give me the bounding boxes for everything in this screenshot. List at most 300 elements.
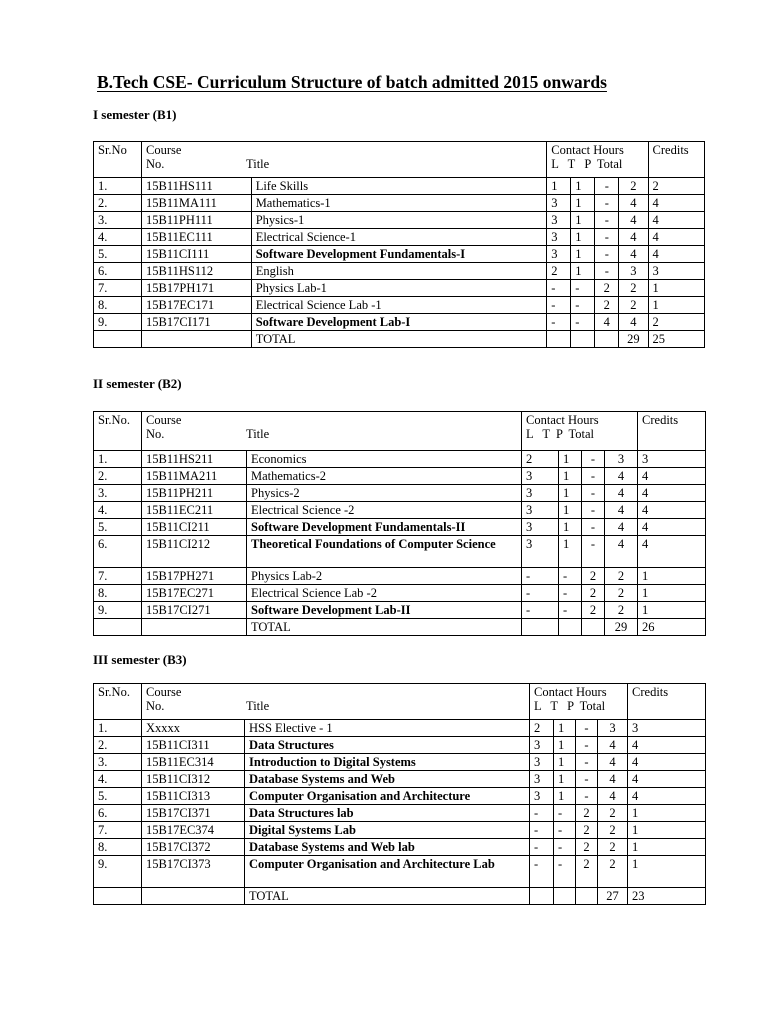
total-label-cell: TOTAL: [245, 888, 530, 905]
sr-no-cell: 3.: [94, 485, 142, 502]
course-row: [94, 246, 705, 263]
practical-hours-cell: -: [576, 720, 598, 737]
tutorial-hours-cell: -: [554, 856, 576, 888]
course-title-cell: Mathematics-2: [247, 468, 522, 485]
course-row: [94, 280, 705, 297]
lecture-hours-cell: 2: [522, 451, 559, 468]
header-srno: Sr.No.: [94, 684, 142, 720]
total-empty-p: [595, 331, 619, 348]
course-row: [94, 788, 706, 805]
credits-cell: 4: [638, 502, 706, 519]
credits-cell: 4: [648, 212, 704, 229]
header-no-title: [146, 157, 542, 171]
header-contact-label: Contact Hours: [526, 413, 599, 427]
sr-no-cell: 6.: [94, 805, 142, 822]
total-credits-sum: 26: [638, 619, 706, 636]
tutorial-hours-cell: 1: [554, 754, 576, 771]
course-code-cell: 15B11CI211: [142, 519, 247, 536]
credits-cell: 1: [628, 856, 706, 888]
sr-no-cell: 6.: [94, 536, 142, 568]
course-title-cell: Data Structures lab: [245, 805, 530, 822]
header-course-label: Course: [146, 413, 182, 427]
sr-no-cell: 8.: [94, 839, 142, 856]
total-hours-cell: 2: [619, 280, 648, 297]
lecture-hours-cell: 3: [547, 212, 571, 229]
credits-cell: 3: [648, 263, 704, 280]
course-row: [94, 737, 706, 754]
sr-no-cell: 6.: [94, 263, 142, 280]
course-row: [94, 314, 705, 331]
tutorial-hours-cell: -: [554, 822, 576, 839]
practical-hours-cell: -: [576, 771, 598, 788]
tutorial-hours-cell: 1: [559, 468, 582, 485]
header-row: [94, 412, 706, 451]
total-empty-l: [530, 888, 554, 905]
practical-hours-cell: -: [595, 229, 619, 246]
lecture-hours-cell: 3: [530, 771, 554, 788]
credits-cell: 4: [648, 195, 704, 212]
course-row: [94, 485, 706, 502]
tutorial-hours-cell: -: [559, 568, 582, 585]
total-empty-p: [576, 888, 598, 905]
course-code-cell: 15B17CI171: [142, 314, 252, 331]
sr-no-cell: 5.: [94, 788, 142, 805]
credits-cell: 4: [648, 229, 704, 246]
course-title-cell: Life Skills: [251, 178, 547, 195]
course-title-cell: Physics-2: [247, 485, 522, 502]
tutorial-hours-cell: -: [571, 297, 595, 314]
course-title-cell: Theoretical Foundations of Computer Science: [247, 536, 522, 568]
course-row: [94, 585, 706, 602]
course-row: [94, 519, 706, 536]
course-title-cell: Physics Lab-2: [247, 568, 522, 585]
course-code-cell: 15B17EC374: [142, 822, 245, 839]
header-no: No.: [146, 699, 165, 713]
course-code-cell: 15B11HS112: [142, 263, 252, 280]
credits-cell: 1: [648, 297, 704, 314]
sr-no-cell: 4.: [94, 229, 142, 246]
course-code-cell: 15B11PH111: [142, 212, 252, 229]
credits-cell: 1: [638, 602, 706, 619]
total-hours-cell: 4: [605, 519, 638, 536]
course-code-cell: 15B11CI311: [142, 737, 245, 754]
credits-cell: 4: [648, 246, 704, 263]
credits-cell: 4: [628, 737, 706, 754]
total-empty-t: [554, 888, 576, 905]
lecture-hours-cell: -: [530, 805, 554, 822]
total-hours-cell: 4: [619, 229, 648, 246]
credits-cell: 3: [628, 720, 706, 737]
total-empty-sr: [94, 331, 142, 348]
practical-hours-cell: -: [595, 263, 619, 280]
tutorial-hours-cell: 1: [554, 771, 576, 788]
lecture-hours-cell: -: [547, 297, 571, 314]
course-title-cell: Economics: [247, 451, 522, 468]
sr-no-cell: 9.: [94, 602, 142, 619]
header-title: Title: [246, 699, 270, 713]
lecture-hours-cell: -: [530, 856, 554, 888]
lecture-hours-cell: 3: [547, 195, 571, 212]
header-credits: Credits: [628, 684, 706, 720]
total-empty-p: [582, 619, 605, 636]
lecture-hours-cell: -: [530, 822, 554, 839]
total-hours-sum: 27: [598, 888, 628, 905]
header-srno: Sr.No: [94, 142, 142, 178]
header-row: [94, 684, 706, 720]
credits-cell: 1: [628, 805, 706, 822]
practical-hours-cell: -: [595, 212, 619, 229]
course-title-cell: Physics Lab-1: [251, 280, 547, 297]
course-row: [94, 822, 706, 839]
practical-hours-cell: 2: [582, 602, 605, 619]
tutorial-hours-cell: 1: [559, 451, 582, 468]
course-row: [94, 297, 705, 314]
tutorial-hours-cell: 1: [571, 263, 595, 280]
course-code-cell: 15B11CI111: [142, 246, 252, 263]
header-ltp: L T P Total: [534, 699, 606, 713]
total-empty-sr: [94, 619, 142, 636]
tutorial-hours-cell: 1: [554, 720, 576, 737]
practical-hours-cell: -: [582, 468, 605, 485]
tutorial-hours-cell: -: [554, 839, 576, 856]
course-title-cell: Database Systems and Web: [245, 771, 530, 788]
header-title: Title: [246, 427, 270, 441]
total-hours-cell: 4: [605, 536, 638, 568]
total-hours-cell: 4: [619, 195, 648, 212]
course-title-cell: Database Systems and Web lab: [245, 839, 530, 856]
total-hours-cell: 4: [605, 485, 638, 502]
tutorial-hours-cell: 1: [571, 195, 595, 212]
course-row: [94, 195, 705, 212]
practical-hours-cell: 2: [595, 297, 619, 314]
total-empty-l: [522, 619, 559, 636]
total-hours-sum: 29: [605, 619, 638, 636]
lecture-hours-cell: 2: [530, 720, 554, 737]
course-row: [94, 771, 706, 788]
semester-3-table: [93, 683, 706, 905]
practical-hours-cell: -: [582, 536, 605, 568]
credits-cell: 4: [628, 788, 706, 805]
course-code-cell: 15B17PH271: [142, 568, 247, 585]
lecture-hours-cell: -: [547, 280, 571, 297]
lecture-hours-cell: 3: [522, 485, 559, 502]
practical-hours-cell: -: [595, 178, 619, 195]
credits-cell: 4: [638, 536, 706, 568]
course-title-cell: Digital Systems Lab: [245, 822, 530, 839]
lecture-hours-cell: 3: [530, 754, 554, 771]
header-course-label: Course: [146, 143, 182, 157]
practical-hours-cell: -: [595, 246, 619, 263]
total-hours-cell: 3: [605, 451, 638, 468]
lecture-hours-cell: -: [522, 602, 559, 619]
credits-cell: 1: [638, 568, 706, 585]
total-hours-cell: 4: [619, 246, 648, 263]
course-code-cell: 15B11EC211: [142, 502, 247, 519]
credits-cell: 4: [638, 485, 706, 502]
sr-no-cell: 1.: [94, 720, 142, 737]
sr-no-cell: 8.: [94, 585, 142, 602]
course-row: [94, 839, 706, 856]
total-empty-sr: [94, 888, 142, 905]
credits-cell: 4: [628, 771, 706, 788]
total-hours-cell: 2: [605, 585, 638, 602]
course-code-cell: 15B17EC171: [142, 297, 252, 314]
tutorial-hours-cell: -: [554, 805, 576, 822]
course-row: [94, 468, 706, 485]
course-code-cell: 15B11MA111: [142, 195, 252, 212]
course-title-cell: Mathematics-1: [251, 195, 547, 212]
credits-cell: 4: [638, 519, 706, 536]
practical-hours-cell: -: [595, 195, 619, 212]
tutorial-hours-cell: 1: [554, 737, 576, 754]
credits-cell: 2: [648, 178, 704, 195]
practical-hours-cell: -: [582, 502, 605, 519]
sr-no-cell: 4.: [94, 502, 142, 519]
total-hours-cell: 4: [605, 502, 638, 519]
total-row: [94, 331, 705, 348]
total-credits-sum: 25: [648, 331, 704, 348]
total-hours-cell: 4: [605, 468, 638, 485]
semester-2-body: [94, 412, 706, 636]
course-row: [94, 754, 706, 771]
sr-no-cell: 2.: [94, 737, 142, 754]
course-title-cell: Data Structures: [245, 737, 530, 754]
header-row: [94, 142, 705, 178]
document-title: B.Tech CSE- Curriculum Structure of batch admitted 2015 onwards: [97, 72, 607, 92]
header-contact-hours: [522, 412, 638, 451]
total-row: [94, 888, 706, 905]
credits-cell: 2: [648, 314, 704, 331]
course-code-cell: 15B17CI371: [142, 805, 245, 822]
credits-cell: 1: [648, 280, 704, 297]
total-hours-cell: 4: [619, 212, 648, 229]
course-title-cell: Software Development Lab-I: [251, 314, 547, 331]
course-code-cell: 15B17CI271: [142, 602, 247, 619]
sr-no-cell: 9.: [94, 314, 142, 331]
total-empty-code: [142, 331, 252, 348]
lecture-hours-cell: 3: [547, 229, 571, 246]
credits-cell: 3: [638, 451, 706, 468]
sr-no-cell: 4.: [94, 771, 142, 788]
credits-cell: 1: [638, 585, 706, 602]
course-row: [94, 568, 706, 585]
header-credits: Credits: [638, 412, 706, 451]
course-title-cell: Electrical Science Lab -1: [251, 297, 547, 314]
practical-hours-cell: -: [576, 788, 598, 805]
course-row: [94, 451, 706, 468]
course-row: [94, 212, 705, 229]
lecture-hours-cell: 3: [530, 737, 554, 754]
tutorial-hours-cell: -: [571, 314, 595, 331]
tutorial-hours-cell: 1: [571, 212, 595, 229]
lecture-hours-cell: 3: [522, 502, 559, 519]
practical-hours-cell: 2: [595, 280, 619, 297]
lecture-hours-cell: 1: [547, 178, 571, 195]
course-code-cell: 15B11HS111: [142, 178, 252, 195]
header-contact-hours: [547, 142, 648, 178]
practical-hours-cell: -: [576, 737, 598, 754]
total-empty-t: [571, 331, 595, 348]
course-row: [94, 502, 706, 519]
sr-no-cell: 5.: [94, 246, 142, 263]
total-hours-cell: 2: [598, 822, 628, 839]
course-code-cell: 15B11CI212: [142, 536, 247, 568]
course-row: [94, 805, 706, 822]
course-row: [94, 720, 706, 737]
course-title-cell: Physics-1: [251, 212, 547, 229]
total-hours-cell: 2: [598, 805, 628, 822]
total-hours-cell: 3: [619, 263, 648, 280]
total-hours-sum: 29: [619, 331, 648, 348]
course-row: [94, 602, 706, 619]
lecture-hours-cell: 3: [522, 468, 559, 485]
credits-cell: 1: [628, 839, 706, 856]
practical-hours-cell: 2: [576, 839, 598, 856]
total-hours-cell: 2: [598, 856, 628, 888]
course-code-cell: 15B11EC111: [142, 229, 252, 246]
sr-no-cell: 9.: [94, 856, 142, 888]
semester-1-body: [94, 142, 705, 348]
course-title-cell: Introduction to Digital Systems: [245, 754, 530, 771]
course-title-cell: Electrical Science -2: [247, 502, 522, 519]
tutorial-hours-cell: 1: [554, 788, 576, 805]
course-code-cell: 15B17CI373: [142, 856, 245, 888]
lecture-hours-cell: 3: [547, 246, 571, 263]
lecture-hours-cell: 3: [522, 536, 559, 568]
course-code-cell: 15B11MA211: [142, 468, 247, 485]
total-hours-cell: 4: [598, 788, 628, 805]
header-no: No.: [146, 157, 165, 171]
total-hours-cell: 4: [598, 771, 628, 788]
header-no: No.: [146, 427, 165, 441]
lecture-hours-cell: 2: [547, 263, 571, 280]
total-hours-cell: 2: [619, 178, 648, 195]
semester-1-table: [93, 141, 705, 348]
course-row: [94, 263, 705, 280]
total-label-cell: TOTAL: [251, 331, 547, 348]
semester-3-heading: III semester (B3): [93, 652, 187, 667]
lecture-hours-cell: 3: [522, 519, 559, 536]
course-code-cell: 15B11EC314: [142, 754, 245, 771]
course-code-cell: 15B11CI313: [142, 788, 245, 805]
practical-hours-cell: -: [576, 754, 598, 771]
total-hours-cell: 2: [598, 839, 628, 856]
practical-hours-cell: 4: [595, 314, 619, 331]
practical-hours-cell: -: [582, 485, 605, 502]
lecture-hours-cell: -: [522, 585, 559, 602]
credits-cell: 4: [628, 754, 706, 771]
header-course: [142, 684, 530, 720]
sr-no-cell: 3.: [94, 212, 142, 229]
total-hours-cell: 3: [598, 720, 628, 737]
header-course: [142, 412, 522, 451]
tutorial-hours-cell: -: [571, 280, 595, 297]
total-credits-sum: 23: [628, 888, 706, 905]
course-title-cell: English: [251, 263, 547, 280]
header-contact-label: Contact Hours: [534, 685, 607, 699]
tutorial-hours-cell: 1: [559, 519, 582, 536]
practical-hours-cell: -: [582, 519, 605, 536]
course-title-cell: Electrical Science-1: [251, 229, 547, 246]
semester-3-body: [94, 684, 706, 905]
practical-hours-cell: 2: [576, 856, 598, 888]
sr-no-cell: 7.: [94, 822, 142, 839]
total-empty-code: [142, 619, 247, 636]
semester-2-table: [93, 411, 706, 636]
header-srno: Sr.No.: [94, 412, 142, 451]
tutorial-hours-cell: 1: [571, 246, 595, 263]
header-no-title: [146, 699, 525, 713]
total-empty-l: [547, 331, 571, 348]
course-title-cell: Electrical Science Lab -2: [247, 585, 522, 602]
course-row: [94, 229, 705, 246]
course-code-cell: 15B11PH211: [142, 485, 247, 502]
sr-no-cell: 7.: [94, 280, 142, 297]
total-hours-cell: 2: [619, 297, 648, 314]
total-row: [94, 619, 706, 636]
course-code-cell: 15B11HS211: [142, 451, 247, 468]
course-code-cell: Xxxxx: [142, 720, 245, 737]
lecture-hours-cell: -: [522, 568, 559, 585]
tutorial-hours-cell: -: [559, 585, 582, 602]
total-hours-cell: 4: [598, 754, 628, 771]
sr-no-cell: 1.: [94, 178, 142, 195]
sr-no-cell: 8.: [94, 297, 142, 314]
practical-hours-cell: -: [582, 451, 605, 468]
practical-hours-cell: 2: [582, 568, 605, 585]
sr-no-cell: 2.: [94, 468, 142, 485]
practical-hours-cell: 2: [582, 585, 605, 602]
practical-hours-cell: 2: [576, 805, 598, 822]
sr-no-cell: 5.: [94, 519, 142, 536]
credits-cell: 1: [628, 822, 706, 839]
header-title: Title: [246, 157, 270, 171]
total-hours-cell: 4: [619, 314, 648, 331]
header-ltp: L T P Total: [526, 427, 595, 441]
header-contact-label: Contact Hours: [551, 143, 624, 157]
sr-no-cell: 7.: [94, 568, 142, 585]
total-hours-cell: 2: [605, 602, 638, 619]
header-ltp: L T P Total: [551, 157, 623, 171]
header-course-label: Course: [146, 685, 182, 699]
practical-hours-cell: 2: [576, 822, 598, 839]
course-title-cell: Software Development Fundamentals-II: [247, 519, 522, 536]
tutorial-hours-cell: 1: [571, 178, 595, 195]
total-hours-cell: 4: [598, 737, 628, 754]
course-title-cell: HSS Elective - 1: [245, 720, 530, 737]
total-hours-cell: 2: [605, 568, 638, 585]
course-title-cell: Software Development Lab-II: [247, 602, 522, 619]
tutorial-hours-cell: 1: [559, 485, 582, 502]
credits-cell: 4: [638, 468, 706, 485]
course-row: [94, 856, 706, 888]
total-empty-code: [142, 888, 245, 905]
header-credits: Credits: [648, 142, 704, 178]
semester-1-heading: I semester (B1): [93, 107, 177, 122]
course-code-cell: 15B11CI312: [142, 771, 245, 788]
header-course: [142, 142, 547, 178]
lecture-hours-cell: -: [530, 839, 554, 856]
tutorial-hours-cell: 1: [559, 536, 582, 568]
lecture-hours-cell: -: [547, 314, 571, 331]
total-label-cell: TOTAL: [247, 619, 522, 636]
semester-2-heading: II semester (B2): [93, 376, 182, 391]
course-title-cell: Computer Organisation and Architecture Lab: [245, 856, 530, 888]
course-code-cell: 15B17EC271: [142, 585, 247, 602]
tutorial-hours-cell: 1: [571, 229, 595, 246]
course-title-cell: Software Development Fundamentals-I: [251, 246, 547, 263]
sr-no-cell: 1.: [94, 451, 142, 468]
